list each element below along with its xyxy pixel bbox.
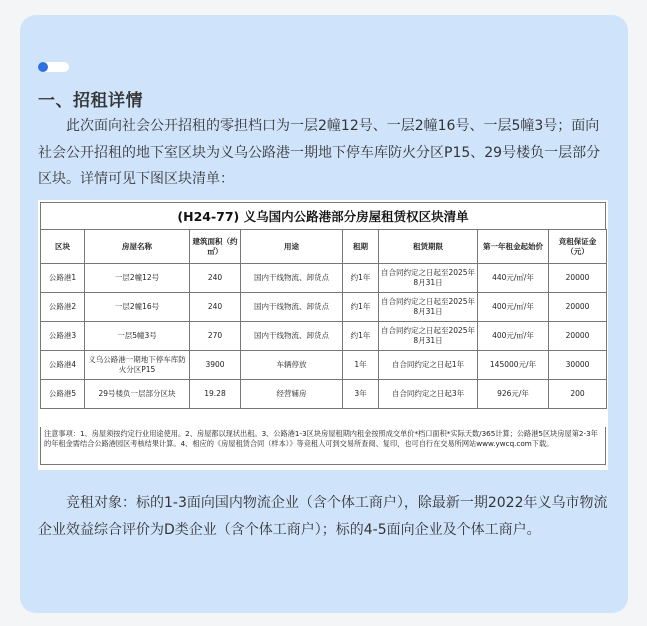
header-cell: 第一年租金起始价 bbox=[478, 230, 549, 264]
section-title: 一、招租详情 bbox=[38, 91, 143, 111]
header-cell: 租赁期限 bbox=[379, 230, 478, 264]
table-cell: 义乌公路港一期地下停车库防火分区P15 bbox=[85, 351, 190, 380]
table-cell: 自合同约定之日起至2025年8月31日 bbox=[379, 264, 478, 293]
table-row bbox=[41, 351, 607, 380]
intro-paragraph: 此次面向社会公开招租的零担档口为一层2幢12号、一层2幢16号、一层5幢3号；面向社会公开招租的地下室区块为义乌公路港一期地下停车库防火分区P15、29号楼负一层部分区块。详情可见下图区块清单： bbox=[38, 118, 601, 187]
table-cell: 1年 bbox=[343, 351, 379, 380]
table-cell: 240 bbox=[190, 293, 241, 322]
table-cell: 400元/㎡/年 bbox=[478, 322, 549, 351]
header-cell: 建筑面积（约㎡） bbox=[190, 230, 241, 264]
table-cell: 公路港2 bbox=[41, 293, 85, 322]
table-cell: 240 bbox=[190, 264, 241, 293]
bidder-paragraph: 竞租对象：标的1-3面向国内物流企业（含个体工商户），除最新一期2022年义乌市物流企业效益综合评价为D类企业（含个体工商户）；标的4-5面向企业及个体工商户。 bbox=[38, 495, 608, 538]
table-cell: 公路港1 bbox=[41, 264, 85, 293]
table-cell: 自合同约定之日起3年 bbox=[379, 380, 478, 409]
table-cell: 国内干线物流、卸货点 bbox=[241, 293, 343, 322]
decorative-dot bbox=[38, 62, 48, 72]
table-cell: 20000 bbox=[549, 322, 607, 351]
table-cell: 一层2幢16号 bbox=[85, 293, 190, 322]
table-cell: 自合同约定之日起1年 bbox=[379, 351, 478, 380]
table-title: (H24-77) 义乌国内公路港部分房屋租赁权区块清单 bbox=[40, 202, 606, 229]
table-header-row bbox=[41, 230, 607, 264]
table-row bbox=[41, 380, 607, 409]
table-cell: 一层5幢3号 bbox=[85, 322, 190, 351]
table-cell: 440元/㎡/年 bbox=[478, 264, 549, 293]
table-cell: 20000 bbox=[549, 264, 607, 293]
table-cell: 926元/年 bbox=[478, 380, 549, 409]
table-cell: 20000 bbox=[549, 293, 607, 322]
table-cell: 270 bbox=[190, 322, 241, 351]
header-cell: 竞租保证金（元） bbox=[549, 230, 607, 264]
table-cell: 30000 bbox=[549, 351, 607, 380]
table-cell: 一层2幢12号 bbox=[85, 264, 190, 293]
table-row bbox=[41, 322, 607, 351]
table-cell: 29号楼负一层部分区块 bbox=[85, 380, 190, 409]
table-cell: 自合同约定之日起至2025年8月31日 bbox=[379, 322, 478, 351]
table-cell: 约1年 bbox=[343, 293, 379, 322]
block-list-table bbox=[40, 229, 607, 409]
table-cell: 3年 bbox=[343, 380, 379, 409]
header-cell: 租期 bbox=[343, 230, 379, 264]
table-cell: 国内干线物流、卸货点 bbox=[241, 322, 343, 351]
table-cell: 400元/㎡/年 bbox=[478, 293, 549, 322]
block-list-image bbox=[38, 200, 608, 470]
table-cell: 约1年 bbox=[343, 264, 379, 293]
header-cell: 区块 bbox=[41, 230, 85, 264]
header-cell: 用途 bbox=[241, 230, 343, 264]
table-cell: 200 bbox=[549, 380, 607, 409]
table-cell: 3900 bbox=[190, 351, 241, 380]
table-cell: 经营辅房 bbox=[241, 380, 343, 409]
table-cell: 自合同约定之日起至2025年8月31日 bbox=[379, 293, 478, 322]
table-cell: 19.28 bbox=[190, 380, 241, 409]
table-cell: 公路港3 bbox=[41, 322, 85, 351]
table-cell: 国内干线物流、卸货点 bbox=[241, 264, 343, 293]
header-cell: 房屋名称 bbox=[85, 230, 190, 264]
table-row bbox=[41, 264, 607, 293]
table-cell: 车辆停放 bbox=[241, 351, 343, 380]
table-cell: 公路港4 bbox=[41, 351, 85, 380]
table-cell: 约1年 bbox=[343, 322, 379, 351]
table-row bbox=[41, 293, 607, 322]
table-cell: 公路港5 bbox=[41, 380, 85, 409]
table-note: 注意事项：1、房屋须按约定行业用途使用。2、房屋都以现状出租。3、公路港1-3区块房屋租期内租金按照成交单价*档口面积*实际天数/365计算；公路港5区块房屋第2-3年的年租金需结合公路港园区考核结果计算。4、相应的《房屋租赁合同（样本）》等竞租人可到交易所查阅、复印，也可自行在交易所网站www.ywcq.com下载。 bbox=[40, 427, 606, 465]
table-cell: 145000元/年 bbox=[478, 351, 549, 380]
